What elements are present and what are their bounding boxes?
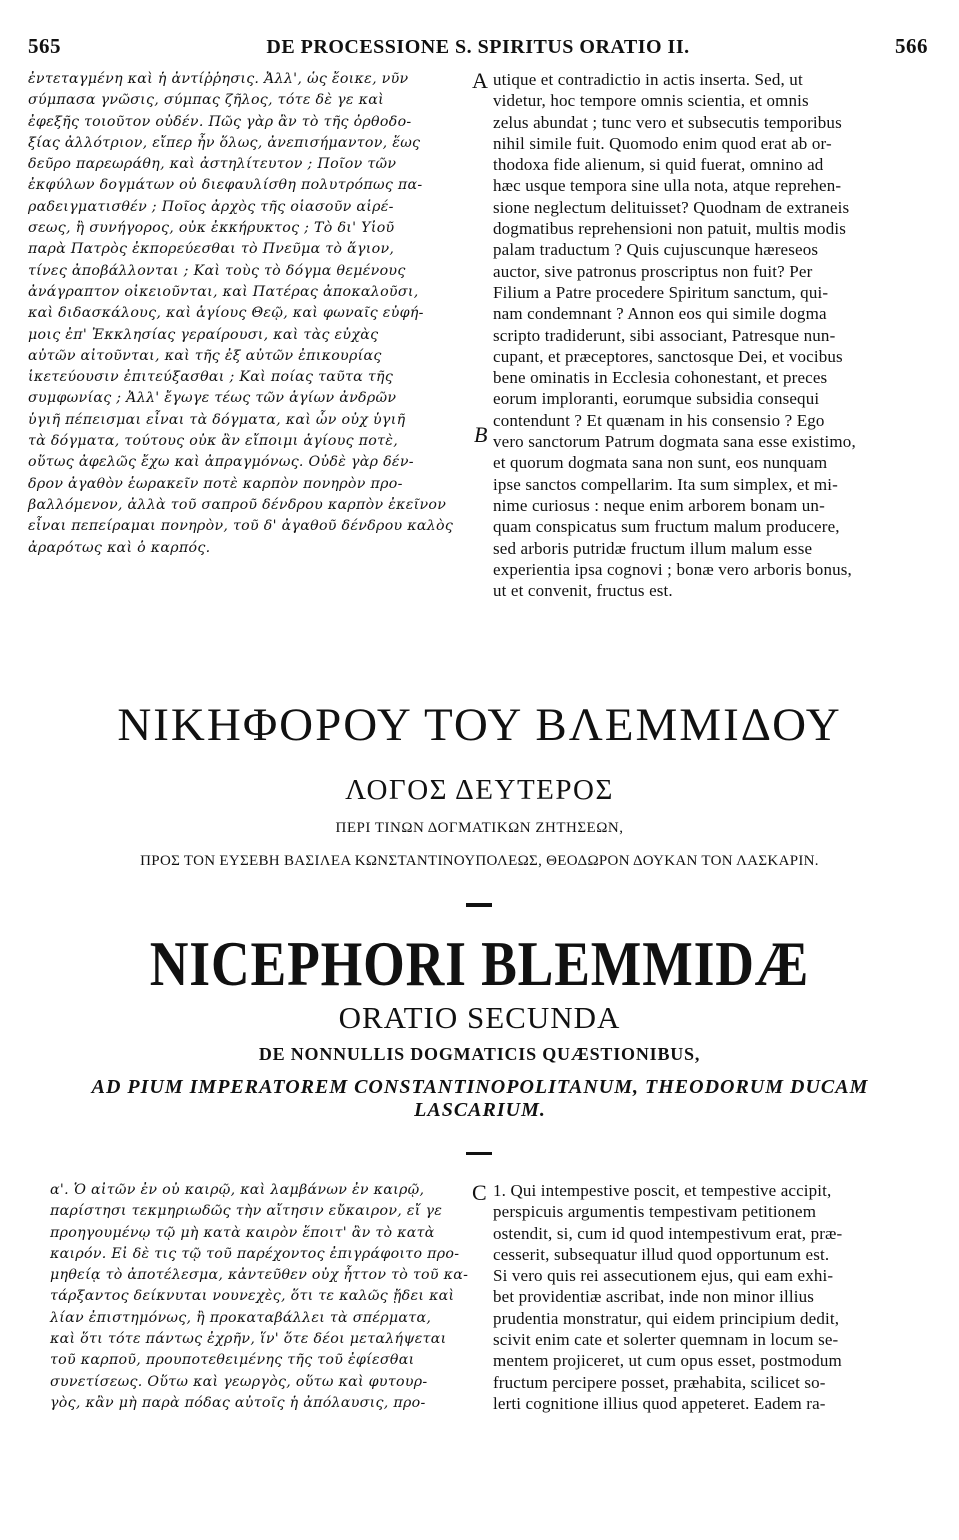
- text-line: σύμπασα γνῶσις, σύμπας ζῆλος, τότε δὲ γε καὶ: [28, 92, 384, 109]
- text-line: μηθείᾳ τὸ ἀποτέλεσμα, κἀντεῦθεν οὐχ ἧττον τὸ τοῦ κα-: [50, 1267, 469, 1284]
- text-line: fructum percipere posset, præhabita, scilicet so-: [493, 1372, 826, 1392]
- greek-subject-line: ΠΕΡΙ ΤΙΝΩΝ ΔΟΓΜΑΤΙΚΩΝ ΖΗΤΗΣΕΩΝ,: [335, 820, 624, 836]
- text-line: ἐντεταγμένη καὶ ἡ ἀντίῤῥησις. Ἀλλ', ὡς ἔοικε, νῦν: [28, 71, 409, 87]
- text-line: ἀνάγραπτον οἰκειοῦνται, καὶ Πατέρας ἀποκαλοῦσι,: [28, 283, 419, 300]
- text-line: lerti cognitione illius quod appeteret. Eadem ra-: [493, 1393, 826, 1413]
- text-line: bene ominatis in Ecclesia cohonestant, et preces: [493, 368, 828, 388]
- latin-oration-subtitle: ORATIO SECUNDA: [338, 1000, 621, 1035]
- bottom-greek-column: [50, 1180, 468, 1414]
- text-line: sed arboris putridæ fructum illum malum esse: [493, 538, 813, 558]
- text-line: σεως, ἢ συνήγορος, οὐκ ἐκκήρυκτος ; Τὸ δι' Υἱοῦ: [28, 220, 395, 237]
- margin-marker-c: C: [472, 1180, 487, 1205]
- text-line: καιρόν. Εἰ δὲ τις τῷ τοῦ παρέχοντος ἐπιγράφοιτο προ-: [50, 1245, 460, 1262]
- text-line: cesserit, subsequatur illud quod opportunum est.: [493, 1244, 830, 1264]
- text-line: mentem projiceret, ut cum opus esset, postmodum: [493, 1351, 842, 1371]
- text-line: scivit enim cate et solerter quemnam in locum se-: [493, 1330, 839, 1350]
- text-line: τίνες ἀποβάλλονται ; Καὶ τοὺς τὸ δόγμα θεμένους: [28, 262, 406, 279]
- text-line: Filium a Patre procedere Spiritum sanctum, qui-: [493, 282, 829, 302]
- running-title: DE PROCESSIONE S. SPIRITUS ORATIO II.: [266, 36, 690, 58]
- page-number-right: 566: [895, 34, 928, 58]
- text-line: λίαν ἐπιστημόνως, ἢ προκαταβάλλει τὰ σπέρματα,: [50, 1309, 432, 1326]
- text-line: δεῦρο παρεωράθη, καὶ ἀστηλίτευτον ; Ποῖον τῶν: [28, 156, 397, 173]
- margin-marker-a: A: [472, 68, 488, 93]
- text-line: βαλλόμενον, ἀλλὰ τοῦ σαπροῦ δένδρου καρπὸν ἐκεῖνον: [28, 496, 447, 513]
- latin-author-title: NICEPHORI BLEMMIDÆ: [149, 929, 810, 999]
- page-number-left: 565: [28, 34, 61, 58]
- top-greek-column: [28, 69, 468, 559]
- text-line: ut et convenit, fructus est.: [493, 581, 673, 601]
- text-line: ἀραρότως καὶ ὁ καρπός.: [28, 539, 211, 556]
- text-line: hæc usque tempora sine ulla nota, atque reprehen-: [493, 176, 842, 196]
- text-line: ipse sanctos compellarim. Ita sum simplex, et mi-: [493, 474, 838, 494]
- text-line: τάρξαντος δείκνυται νουνεχὲς, ὅτι τε καλῶς ᾔδει καὶ: [50, 1288, 455, 1305]
- greek-oration-subtitle: ΛΟΓΟΣ ΔΕΥΤΕΡΟΣ: [345, 774, 614, 806]
- text-line: nam condemnant ? Annon eos qui simile dogma: [493, 304, 827, 324]
- separator-rule-top: [466, 903, 492, 907]
- text-line: utique et contradictio in actis inserta. Sed, ut: [493, 70, 803, 89]
- text-line: γὸς, κἂν μὴ παρὰ πόδας αὐτοῖς ἡ ἀπόλαυσις, προ-: [50, 1394, 426, 1411]
- text-line: experientia ipsa cognovi ; bonæ vero arboris bonus,: [493, 559, 852, 579]
- text-line: cupant, et præceptores, sanctosque Dei, et vocibus: [493, 346, 843, 366]
- text-line: εἶναι πεπείραμαι πονηρὸν, τοῦ δ' ἀγαθοῦ δένδρου καλὸς: [28, 518, 454, 535]
- text-line: ἱκετεύουσιν ἐπιτεύξασθαι ; Καὶ ποίας ταῦτα τῆς: [28, 369, 394, 386]
- running-header: [28, 34, 928, 64]
- text-line: videtur, hoc tempore omnis scientia, et omnis: [493, 91, 809, 111]
- text-line: sione neglectum delituisset? Quodnam de extraneis: [493, 197, 850, 217]
- text-line: ἐφεξῆς τοιοῦτον οὐδέν. Πῶς γὰρ ἂν τὸ τῆς ὀρθοδο-: [28, 113, 412, 130]
- text-line: καὶ ὅτι τότε πάντως ἐχρῆν, ἵν' ὅτε δέοι μεταλήψεται: [50, 1331, 447, 1348]
- text-line: οὕτως ἀφελῶς ἔχω καὶ ἀπραγμόνως. Οὐδὲ γὰρ δέν-: [28, 454, 414, 471]
- text-line: συμφωνίας ; Ἀλλ' ἔγωγε τέως τῶν ἁγίων ἀνδρῶν: [28, 390, 397, 407]
- margin-marker-b: B: [474, 422, 488, 447]
- greek-dedication-line: ΠΡΟΣ ΤΟΝ ΕΥΣΕΒΗ ΒΑΣΙΛΕΑ ΚΩΝΣΤΑΝΤΙΝΟΥΠΟΛΕΩΣ, ΘΕΟΔΩΡΟΝ ΔΟΥΚΑΝ ΤΟΝ ΛΑΣΚΑΡΙΝ.: [140, 853, 819, 869]
- text-line: προηγουμένῳ τῷ μὴ κατὰ καιρὸν ἕποιτ' ἂν τὸ κατὰ: [50, 1224, 435, 1241]
- separator-rule-bottom: [466, 1152, 492, 1155]
- text-line: perspicuis argumentis tempestivam petitionem: [493, 1202, 817, 1222]
- text-line: et quorum dogmata sana non sunt, eos nunquam: [493, 453, 828, 473]
- text-line: παρὰ Πατρὸς ἐκπορεύεσθαι τὸ Πνεῦμα τὸ ἅγιον,: [28, 241, 395, 258]
- text-line: ραδειγματισθέν ; Ποῖος ἀρχὸς τῆς οἱασοῦν αἱρέ-: [28, 198, 394, 215]
- text-line: Si vero quis rei assecutionem ejus, qui eam exhi-: [493, 1266, 834, 1286]
- text-line: παρίστησι τεκμηριωδῶς τὴν αἴτησιν εὔκαιρον, εἴ γε: [50, 1203, 443, 1220]
- bottom-latin-column: [493, 1180, 933, 1414]
- text-line: nihil simile fuit. Quomodo enim quod erat ab or-: [493, 133, 832, 153]
- text-line: μοις ἐπ' Ἐκκλησίας γεραίρουσι, καὶ τὰς εὐχὰς: [28, 326, 379, 343]
- text-line: scripto tradiderunt, sibi associant, Patresque nun-: [493, 325, 836, 345]
- text-line: prudentia monstratur, qui eidem principium dedit,: [493, 1308, 840, 1328]
- latin-subject-line: DE NONNULLIS DOGMATICIS QUÆSTIONIBUS,: [258, 1044, 701, 1064]
- text-line: ὑγιῆ πέπεισμαι εἶναι τὰ δόγματα, καὶ ὧν οὐχ ὑγιῆ: [28, 411, 406, 428]
- text-line: δρον ἀγαθὸν ἑωρακεῖν ποτὲ καρπὸν πονηρὸν προ-: [28, 475, 403, 492]
- text-line: zelus abundat ; tunc vero et subsecutis temporibus: [493, 112, 842, 132]
- text-line: palam traductum ? Quis cujuscunque hæreseos: [493, 240, 819, 260]
- greek-author-title: ΝΙΚΗΦΟΡΟΥ ΤΟΥ ΒΛΕΜΜΙΔΟΥ: [117, 699, 842, 751]
- text-line: ostendit, si, cum id quod intempestivum erat, præ-: [493, 1223, 843, 1243]
- text-line: auctor, sive patronus proscriptus non fuit? Per: [493, 261, 813, 281]
- text-line: ἐκφύλων δογμάτων οὐ διεφαυλίσθη πολυτρόπως πα-: [28, 177, 423, 194]
- latin-dedication-line: AD PIUM IMPERATOREM CONSTANTINOPOLITANUM, THEODORUM DUCAM LASCARIUM.: [91, 1076, 869, 1121]
- text-line: thodoxa fide alienum, si quid fuerat, omnino ad: [493, 155, 824, 175]
- text-line: ξίας ἀλλότριον, εἴπερ ἦν ὅλως, ἀνεπισήμαντον, ἕως: [28, 134, 421, 151]
- text-line: bet providentiæ ascribat, inde non minor illius: [493, 1287, 815, 1307]
- text-line: τὰ δόγματα, τούτους οὐκ ἂν εἴποιμι ἁγίους ποτὲ,: [28, 433, 399, 450]
- text-line: nime curiosus : neque enim arborem bonam un-: [493, 495, 825, 515]
- top-latin-column: [493, 69, 933, 601]
- text-line: 1. Qui intempestive poscit, et tempestive accipit,: [493, 1181, 832, 1200]
- text-line: vero sanctorum Patrum dogmata sana esse existimo,: [493, 432, 856, 452]
- text-line: contendunt ? Et quænam in his consensio ? Ego: [493, 410, 825, 430]
- text-line: eorum imploranti, eorumque subsidia consequi: [493, 389, 820, 409]
- text-line: συνετίσεως. Οὕτω καὶ γεωργὸς, οὕτω καὶ φυτουρ-: [50, 1373, 428, 1390]
- text-line: dogmatibus reprehensioni non patuit, multis modis: [493, 219, 846, 239]
- text-line: αὐτῶν αἰτοῦνται, καὶ τῆς ἐξ αὐτῶν ἐπικουρίας: [28, 347, 382, 364]
- text-line: τοῦ καρποῦ, προυποτεθειμένης τῆς τοῦ ἐφίεσθαι: [50, 1352, 415, 1369]
- text-line: quam conspicatus sum fructum malum producere,: [493, 517, 840, 537]
- text-line: α'. Ὁ αἰτῶν ἐν οὐ καιρῷ, καὶ λαμβάνων ἐν καιρῷ,: [50, 1182, 425, 1198]
- text-line: καὶ διδασκάλους, καὶ ἁγίους Θεῷ, καὶ φωναῖς εὐφή-: [28, 305, 424, 322]
